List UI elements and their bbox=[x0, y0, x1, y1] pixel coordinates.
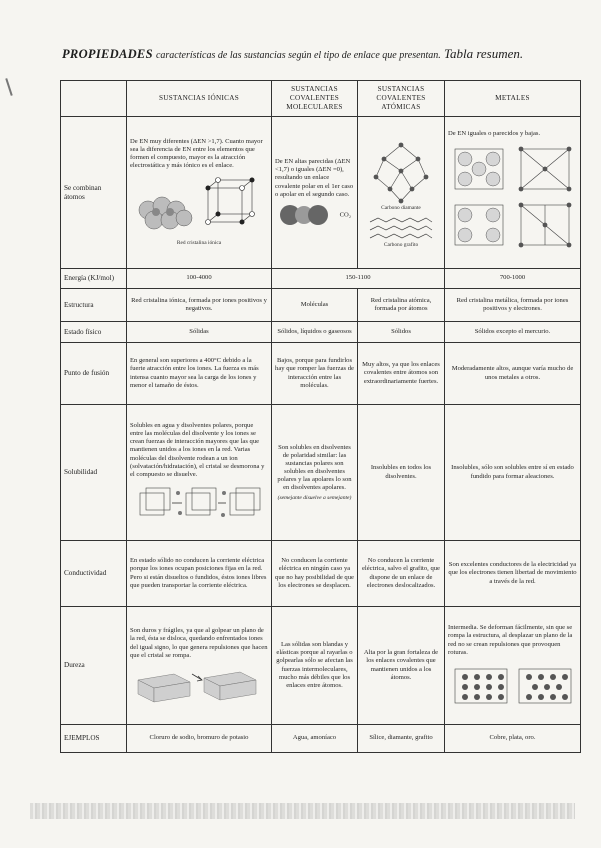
cell-conductivity-molecular: No conducen la corriente eléctrica en ningún caso ya que no hay posibilidad de que los electrones se desplacen. bbox=[272, 541, 358, 607]
co2-molecule-image bbox=[275, 203, 354, 227]
cell-state-ionic: Sólidas bbox=[127, 322, 272, 343]
cell-energy-covalent: 150-1100 bbox=[272, 269, 445, 289]
hardness-ionic-text: Son duros y frágiles, ya que al golpear un plano de la red, ésta se disloca, quedando enfrentados iones del igual signo, lo que genera repulsiones que hacen que el cristal se rompa. bbox=[130, 627, 268, 659]
ionic-fracture-icon bbox=[134, 664, 264, 704]
graphite-caption: Carbono grafito bbox=[383, 241, 419, 248]
margin-mark bbox=[5, 78, 12, 96]
row-label-examples: EJEMPLOS bbox=[61, 725, 127, 753]
row-label-state: Estado físico bbox=[61, 322, 127, 343]
metal-deformation-icon bbox=[451, 661, 575, 707]
cell-solubility-atomic: Insolubles en todos los disolventes. bbox=[358, 405, 445, 541]
cell-melting-molecular: Bajos, porque para fundirlos hay que romper las fuerzas de interacción entre las moléculas. bbox=[272, 343, 358, 405]
cell-melting-ionic: En general son superiores a 400°C debido a la fuerte atracción entre los iones. La fuerza es más intensa cuanto mayor sea la carga de los iones y menor el tamaño de éstos. bbox=[127, 343, 272, 405]
cell-combine-metal bbox=[445, 117, 581, 269]
cell-hardness-atomic: Alta por la gran fortaleza de los enlaces covalentes que mantienen unidos a los átomos. bbox=[358, 607, 445, 725]
row-label-melting: Punto de fusión bbox=[61, 343, 127, 405]
row-label-solubility: Solubilidad bbox=[61, 405, 127, 541]
cell-solubility-metal: Insolubles, sólo son solubles entre sí en estado fundido para formar aleaciones. bbox=[445, 405, 581, 541]
cell-conductivity-metal: Son excelentes conductores de la electricidad ya que los electrones tienen libertad de movimiento a través de la red. bbox=[445, 541, 581, 607]
cell-combine-molecular bbox=[272, 117, 358, 269]
cell-structure-metal: Red cristalina metálica, formada por iones positivos y electrones. bbox=[445, 289, 581, 322]
row-structure bbox=[61, 289, 581, 322]
cell-melting-atomic: Muy altos, ya que los enlaces covalentes entre átomos son extraordinariamente fuertes. bbox=[358, 343, 445, 405]
solvation-image bbox=[130, 483, 268, 523]
hardness-metal-text: Intermedia. Se deforman fácilmente, sin que se rompa la estructura, al desplazar un plano de la red no se crean repulsiones que provoquen roturas. bbox=[448, 624, 573, 656]
cell-hardness-metal bbox=[445, 607, 581, 725]
cell-state-molecular: Sólidos, líquidos o gaseosos bbox=[272, 322, 358, 343]
ionic-lattice-image bbox=[130, 174, 268, 247]
ionic-lattice-icon bbox=[134, 174, 264, 240]
graphite-structure-icon bbox=[366, 216, 436, 242]
cell-combine-ionic bbox=[127, 117, 272, 269]
diamond-caption: Carbono diamante bbox=[381, 204, 421, 211]
cell-energy-metal: 700-1000 bbox=[445, 269, 581, 289]
col-header-metal: METALES bbox=[445, 81, 581, 117]
cell-structure-molecular: Moléculas bbox=[272, 289, 358, 322]
cell-conductivity-atomic: No conducen la corriente eléctrica, salvo el grafito, que dispone de un enlace de electrones deslocalizados. bbox=[358, 541, 445, 607]
cell-examples-metal: Cobre, plata, oro. bbox=[445, 725, 581, 753]
diamond-structure-image bbox=[361, 141, 441, 212]
cell-examples-ionic: Cloruro de sodio, bromuro de potasio bbox=[127, 725, 272, 753]
row-label-hardness: Dureza bbox=[61, 607, 127, 725]
header-row bbox=[61, 81, 581, 117]
cell-combine-atomic bbox=[358, 117, 445, 269]
row-energy bbox=[61, 269, 581, 289]
combine-molecular-text: De EN altas parecidas (ΔEN <1,7) o iguales (ΔEN =0), resultando un enlace covalente polar en el 1er caso o apolar en el segundo caso. bbox=[275, 158, 354, 198]
row-label-energy: Energía (KJ/mol) bbox=[61, 269, 127, 289]
cell-energy-ionic: 100-4000 bbox=[127, 269, 272, 289]
page-title bbox=[62, 46, 582, 62]
row-solubility bbox=[61, 405, 581, 541]
solubility-molecular-note: (semejante disuelve a semejante) bbox=[277, 494, 352, 501]
combine-ionic-text: De EN muy diferentes (ΔEN >1,7). Cuanto mayor sea la diferencia de EN entre los elementos que formen el compuesto, mayor es la atracción electrostática y más iónico es el enlace. bbox=[130, 138, 263, 170]
cell-conductivity-ionic: En estado sólido no conducen la corriente eléctrica porque los iones ocupan posiciones fijas en la red. Pero si están disueltos o fundidos, éstos iones libres que pueden transportar la corriente eléctrica. bbox=[127, 541, 272, 607]
row-conductivity bbox=[61, 541, 581, 607]
graphite-structure-image bbox=[361, 216, 441, 249]
row-melting bbox=[61, 343, 581, 405]
col-header-atomic: SUSTANCIAS COVALENTES ATÓMICAS bbox=[358, 81, 445, 117]
scan-artifact-band bbox=[30, 803, 575, 819]
row-label-structure: Estructura bbox=[61, 289, 127, 322]
row-combine bbox=[61, 117, 581, 269]
col-header-molecular: SUSTANCIAS COVALENTES MOLECULARES bbox=[272, 81, 358, 117]
metal-lattice-image bbox=[448, 143, 577, 255]
row-label-combine: Se combinan átomos bbox=[61, 117, 127, 269]
title-subtitle: características de las sustancias según el tipo de enlace que presentan. bbox=[155, 50, 441, 61]
solubility-molecular-text: Son solubles en disolventes de polaridad similar: las sustancias polares son solubles en disolventes polares y las apolares lo son en disolventes apolares. bbox=[277, 443, 352, 491]
corner-cell bbox=[61, 81, 127, 117]
title-main: PROPIEDADES bbox=[62, 47, 153, 61]
cell-hardness-ionic bbox=[127, 607, 272, 725]
combine-metal-text: De EN iguales o parecidos y bajas. bbox=[448, 130, 541, 138]
properties-table bbox=[60, 80, 581, 753]
cell-examples-atomic: Sílice, diamante, grafito bbox=[358, 725, 445, 753]
title-tail: Tabla resumen. bbox=[443, 46, 524, 61]
cell-state-metal: Sólidos excepto el mercurio. bbox=[445, 322, 581, 343]
cell-solubility-molecular bbox=[272, 405, 358, 541]
ionic-lattice-caption: Red cristalina iónica bbox=[176, 240, 222, 247]
solubility-ionic-text: Solubles en agua y disolventes polares, porque entre las moléculas del disolvente y los iones se crean fuerzas de interacción mayores que las que mantienen unidos a los iones en la red. Varias moléculas del disolvente rodean a un ion (solvatación/hidratación), el cristal se desmorona y el compuesto se disuelve. bbox=[130, 422, 265, 478]
cell-solubility-ionic bbox=[127, 405, 272, 541]
cell-structure-ionic: Red cristalina iónica, formada por iones positivos y negativos. bbox=[127, 289, 272, 322]
metal-deformation-image bbox=[448, 661, 577, 707]
row-hardness bbox=[61, 607, 581, 725]
row-label-conductivity: Conductividad bbox=[61, 541, 127, 607]
cell-state-atomic: Sólidos bbox=[358, 322, 445, 343]
row-examples bbox=[61, 725, 581, 753]
col-header-ionic: SUSTANCIAS IÓNICAS bbox=[127, 81, 272, 117]
solvation-icon bbox=[134, 483, 264, 523]
cell-hardness-molecular: Las sólidas son blandas y elásticas porque al rayarlas o golpearlas sólo se afectan las fuerzas intermoleculares, mucho más débiles que los enlaces entre átomos. bbox=[272, 607, 358, 725]
cell-melting-metal: Moderadamente altos, aunque varía mucho de unos metales a otros. bbox=[445, 343, 581, 405]
cell-examples-molecular: Agua, amoníaco bbox=[272, 725, 358, 753]
metal-lattice-icon bbox=[449, 143, 577, 255]
diamond-structure-icon bbox=[366, 141, 436, 205]
co2-molecule-icon bbox=[278, 203, 338, 227]
co2-formula: CO₂ bbox=[339, 211, 352, 219]
cell-structure-atomic: Red cristalina atómica, formada por átomos bbox=[358, 289, 445, 322]
ionic-fracture-image bbox=[130, 664, 268, 704]
row-state bbox=[61, 322, 581, 343]
